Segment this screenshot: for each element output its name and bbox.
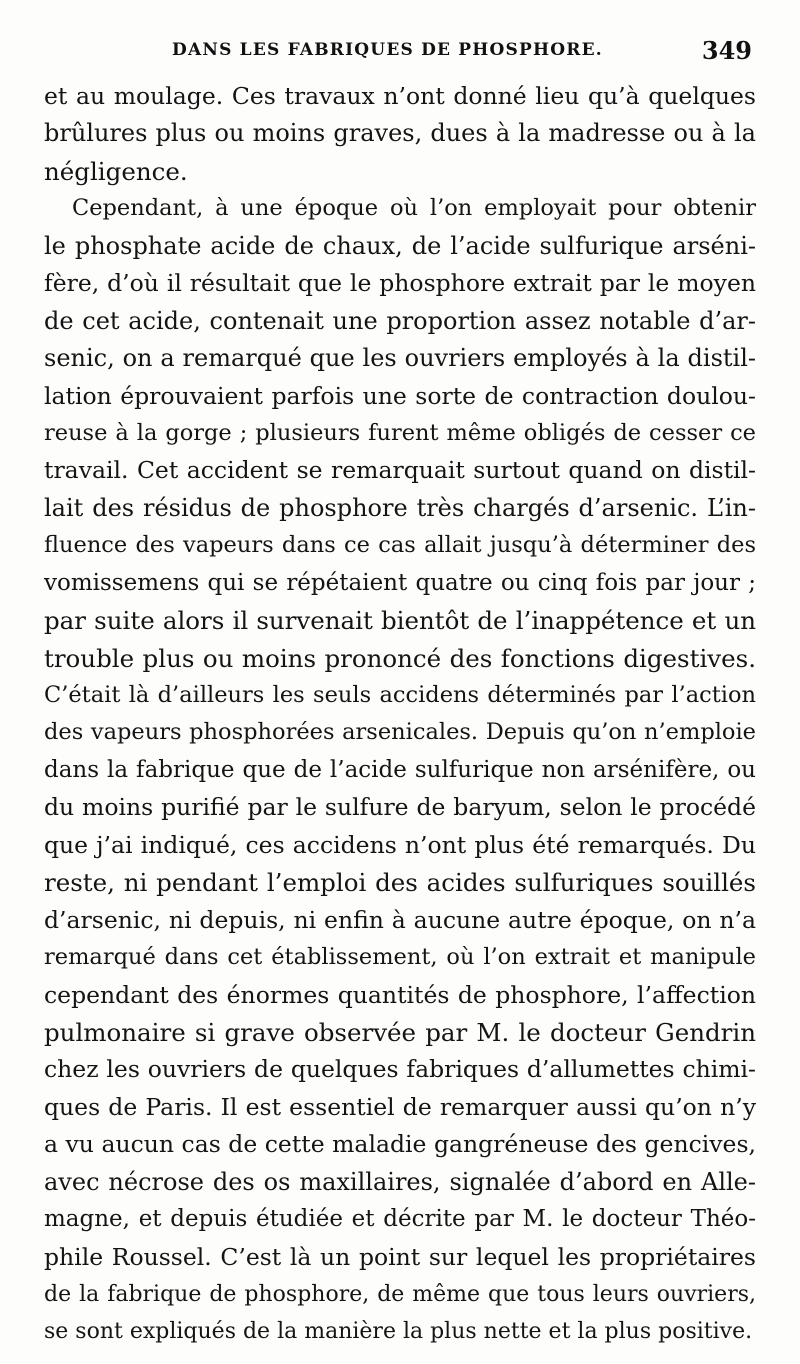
text-line: Cependant, à une époque où l’on employait pour obtenir xyxy=(72,195,756,222)
text-line: lation éprouvaient parfois une sorte de contraction doulou- xyxy=(44,381,756,410)
text-line: et au moulage. Ces travaux n’ont donné lieu qu’à quelques xyxy=(44,82,756,110)
text-line: le phosphate acide de chaux, de l’acide sulfurique arséni- xyxy=(44,231,756,260)
text-line: se sont expliqués de la manière la plus nette et la plus positive. xyxy=(44,1319,753,1345)
text-line: remarqué dans cet établissement, où l’on extrait et manipule xyxy=(44,944,756,971)
text-line: chez les ouvriers de quelques fabriques d’allumettes chimi- xyxy=(44,1055,756,1084)
text-line: par suite alors il survenait bientôt de l’inappétence et un xyxy=(44,606,756,636)
text-line: trouble plus ou moins prononcé des fonctions digestives. xyxy=(44,643,756,673)
text-line: brûlures plus ou moins graves, dues à la madresse ou à la xyxy=(44,119,756,148)
text-line: travail. Cet accident se remarquait surtout quand on distil- xyxy=(44,456,756,485)
text-line: ques de Paris. Il est essentiel de remarquer aussi qu’on n’y xyxy=(44,1092,756,1121)
text-line: magne, et depuis étudiée et décrite par M. le docteur Théo- xyxy=(44,1206,756,1233)
text-line: vomissemens qui se répétaient quatre ou cinq fois par jour ; xyxy=(44,569,756,596)
text-line: cependant des énormes quantités de phosphore, l’affection xyxy=(44,980,756,1009)
text-line: avec nécrose des os maxillaires, signalée d’abord en Alle- xyxy=(44,1167,756,1196)
text-line: a vu aucun cas de cette maladie gangréneuse des gencives, xyxy=(44,1130,756,1159)
body-text xyxy=(44,78,756,1351)
text-line: du moins purifié par le sulfure de baryum, selon le procédé xyxy=(44,793,756,822)
text-line: senic, on a remarqué que les ouvriers employés à la distil- xyxy=(44,344,756,373)
text-line: que j’ai indiqué, ces accidens n’ont plus été remarqués. Du xyxy=(44,830,756,859)
text-line: lait des résidus de phosphore très chargés d’arsenic. L’in- xyxy=(44,493,756,522)
running-title: DANS LES FABRIQUES DE PHOSPHORE. xyxy=(172,40,603,60)
text-line: reste, ni pendant l’emploi des acides sulfuriques souillés xyxy=(44,868,756,898)
text-line: pulmonaire si grave observée par M. le docteur Gendrin xyxy=(44,1017,756,1047)
text-line: fluence des vapeurs dans ce cas allait jusqu’à déterminer des xyxy=(44,532,756,559)
text-line: de la fabrique de phosphore, de même que tous leurs ouvriers, xyxy=(44,1282,756,1307)
text-line: C’était là d’ailleurs les seuls accidens déterminés par l’action xyxy=(44,682,756,708)
page-header xyxy=(44,36,756,68)
text-line: de cet acide, contenait une proportion assez notable d’ar- xyxy=(44,306,756,335)
text-line: dans la fabrique que de l’acide sulfurique non arsénifère, ou xyxy=(44,756,756,783)
text-line: reuse à la gorge ; plusieurs furent même obligés de cesser ce xyxy=(44,419,756,446)
page-number: 349 xyxy=(701,36,752,65)
text-line: des vapeurs phosphorées arsenicales. Depuis qu’on n’emploie xyxy=(44,719,756,746)
text-line: phile Roussel. C’est là un point sur lequel les propriétaires xyxy=(44,1242,756,1271)
text-line: négligence. xyxy=(44,156,188,186)
text-line: d’arsenic, ni depuis, ni enfin à aucune autre époque, on n’a xyxy=(44,905,756,934)
text-line: fère, d’où il résultait que le phosphore extrait par le moyen xyxy=(44,269,756,298)
